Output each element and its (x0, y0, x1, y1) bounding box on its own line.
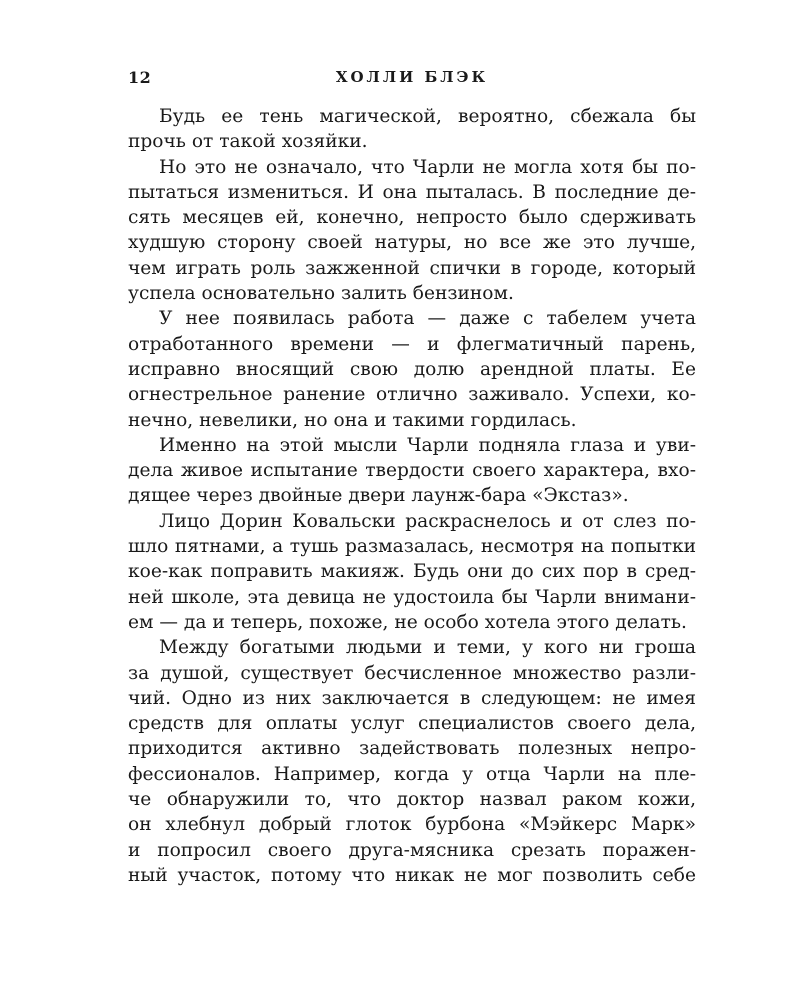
text-line: и попросил своего друга-мясника срезать поражен- (128, 839, 696, 861)
text-line: сять месяцев ей, конечно, непросто было сдерживать (128, 207, 696, 229)
text-line: дящее через двойные двери лаунж-бара «Экстаз». (128, 485, 629, 507)
text-line: ней школе, эта девица не удостоила бы Чарли внимани- (128, 586, 696, 608)
text-line: успела основательно залить бензином. (128, 283, 514, 305)
text-line: ем — да и теперь, похоже, не особо хотела этого делать. (128, 611, 687, 633)
text-line: за душой, существует бесчисленное множество разли- (128, 662, 696, 684)
text-line: огнестрельное ранение отлично заживало. Успехи, ко- (128, 384, 696, 406)
text-line: че обнаружили то, что доктор назвал раком кожи, (128, 789, 696, 811)
text-line: Будь ее тень магической, вероятно, сбежала бы (159, 106, 696, 127)
text-line: чем играть роль зажженной спички в городе, который (128, 257, 696, 279)
text-line: он хлебнул добрый глоток бурбона «Мэйкерс Марк» (128, 814, 696, 836)
text-line: Именно на этой мысли Чарли подняла глаза и уви- (159, 434, 696, 456)
text-line: дела живое испытание твердости своего характера, вхо- (128, 460, 696, 482)
body-text (128, 104, 696, 888)
running-header (128, 68, 696, 92)
text-line: У нее появилась работа — даже с табелем учета (159, 308, 696, 330)
text-line: фессионалов. Например, когда у отца Чарли на пле- (128, 763, 696, 785)
text-line: пытаться измениться. И она пыталась. В последние де- (128, 181, 696, 203)
text-line: Между богатыми людьми и теми, у кого ни гроша (159, 637, 696, 659)
page-number: 12 (128, 68, 152, 87)
text-line: отработанного времени — и флегматичный парень, (128, 333, 696, 355)
text-line: худшую сторону своей натуры, но все же это лучше, (128, 232, 696, 254)
text-line: шло пятнами, а тушь размазалась, несмотря на попытки (128, 536, 696, 558)
text-line: средств для оплаты услуг специалистов своего дела, (128, 713, 696, 735)
text-line: чий. Одно из них заключается в следующем: не имея (128, 687, 696, 709)
text-line: нечно, невелики, но она и такими гордилась. (128, 409, 577, 431)
text-line: ный участок, потому что никак не мог позволить себе (128, 864, 696, 886)
text-line: исправно вносящий свою долю арендной платы. Ее (128, 358, 696, 380)
text-line: прочь от такой хозяйки. (128, 131, 368, 153)
text-line: Но это не означало, что Чарли не могла хотя бы по- (159, 156, 696, 178)
text-line: кое-как поправить макияж. Будь они до сих пор в сред- (128, 561, 696, 583)
text-line: Лицо Дорин Ковальски раскраснелось и от слез по- (159, 510, 696, 532)
text-line: приходится активно задействовать полезных непро- (128, 738, 696, 760)
book-author-heading: ХОЛЛИ БЛЭК (335, 68, 489, 86)
